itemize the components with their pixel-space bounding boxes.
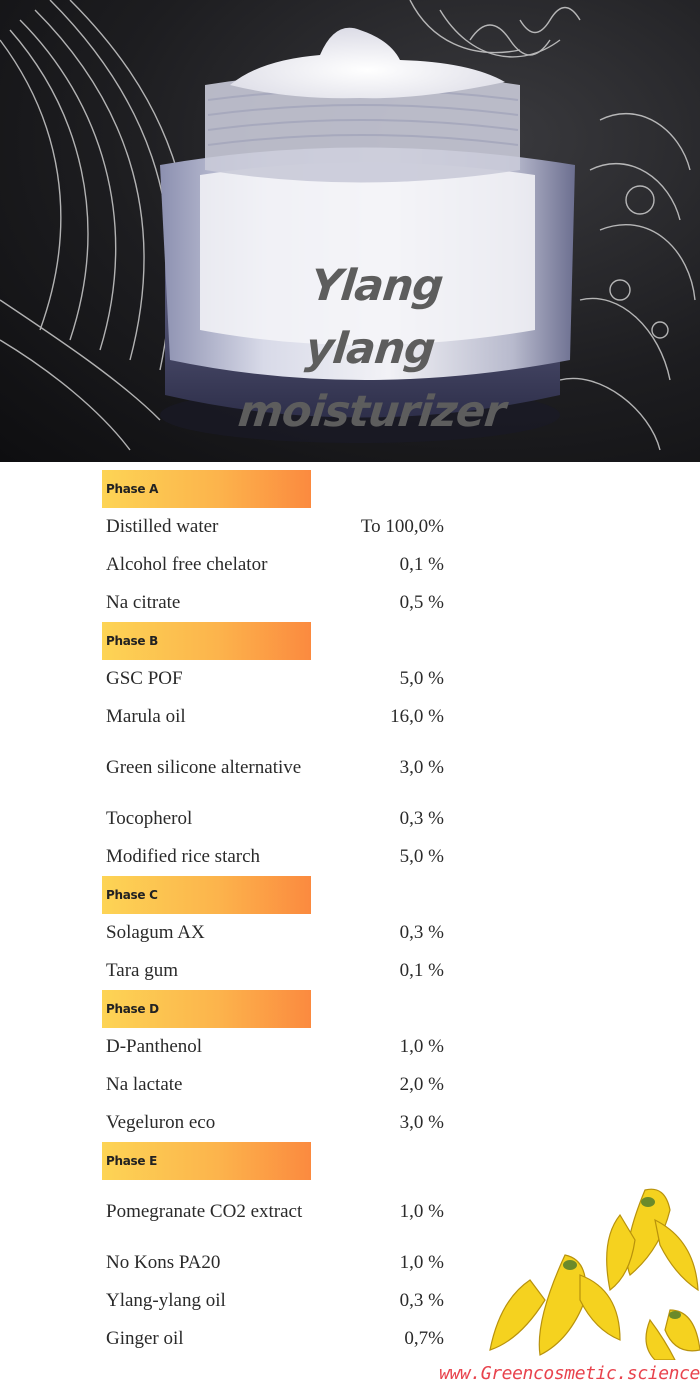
phase-header: Phase A — [102, 470, 311, 508]
ingredient-percent: 2,0 % — [399, 1074, 444, 1095]
phase-header: Phase C — [102, 876, 311, 914]
ingredient-percent: 16,0 % — [390, 706, 444, 727]
ingredient-percent: 0,1 % — [399, 960, 444, 981]
phase-header: Phase B — [102, 622, 311, 660]
ingredient-row — [102, 1180, 444, 1244]
ingredient-row — [102, 1282, 444, 1320]
ingredient-percent: 5,0 % — [399, 846, 444, 867]
ingredient-name: Ylang-ylang oil — [106, 1290, 226, 1311]
product-title-line1: Ylang ylang — [303, 261, 445, 374]
website-url[interactable]: www.Greencosmetic.science — [439, 1363, 700, 1384]
ingredient-row — [102, 914, 444, 952]
ingredient-percent: 0,5 % — [399, 592, 444, 613]
ingredient-row — [102, 800, 444, 838]
ingredient-row — [102, 584, 444, 622]
ingredient-row — [102, 952, 444, 990]
ingredient-row — [102, 1320, 444, 1358]
ingredient-row — [102, 660, 444, 698]
ingredient-name: Tara gum — [106, 960, 179, 981]
ingredient-percent: 3,0 % — [399, 757, 444, 778]
product-title — [235, 255, 508, 444]
ingredient-row — [102, 1028, 444, 1066]
ingredient-row — [102, 1066, 444, 1104]
ingredient-row — [102, 1104, 444, 1142]
ingredient-name: Na citrate — [106, 592, 181, 613]
ingredient-percent: 1,0 % — [399, 1201, 444, 1222]
ingredient-percent: 0,1 % — [399, 554, 444, 575]
ingredient-percent: To 100,0% — [360, 516, 444, 537]
phase-header: Phase E — [102, 1142, 311, 1180]
ingredient-row — [102, 508, 444, 546]
ingredient-name: Tocopherol — [106, 808, 193, 829]
ingredient-percent: 5,0 % — [399, 668, 444, 689]
ingredient-row — [102, 546, 444, 584]
product-title-line2: moisturizer — [235, 387, 508, 437]
ingredient-name: Distilled water — [106, 516, 219, 537]
ingredient-row — [102, 1244, 444, 1282]
ylang-ylang-flower-icon — [470, 1180, 700, 1360]
ingredient-name: No Kons PA20 — [106, 1252, 221, 1273]
ingredient-name: Green silicone alternative — [106, 757, 302, 778]
ingredient-percent: 0,3 % — [399, 808, 444, 829]
ingredient-percent: 0,3 % — [399, 1290, 444, 1311]
ingredient-row — [102, 698, 444, 736]
ingredient-name: Ginger oil — [106, 1328, 184, 1349]
ingredient-row — [102, 736, 444, 800]
phase-header: Phase D — [102, 990, 311, 1028]
ingredient-name: Vegeluron eco — [106, 1112, 216, 1133]
ingredient-name: Alcohol free chelator — [106, 554, 268, 575]
ingredient-name: Na lactate — [106, 1074, 183, 1095]
ingredient-row — [102, 838, 444, 876]
ingredient-name: GSC POF — [106, 668, 183, 689]
ingredient-name: Modified rice starch — [106, 846, 261, 867]
ingredient-name: Pomegranate CO2 extract — [106, 1201, 303, 1222]
hero-photo — [0, 0, 700, 462]
ingredient-name: Marula oil — [106, 706, 186, 727]
ingredient-percent: 0,3 % — [399, 922, 444, 943]
ingredient-percent: 1,0 % — [399, 1252, 444, 1273]
ingredient-table — [102, 470, 444, 1358]
ingredient-percent: 3,0 % — [399, 1112, 444, 1133]
ingredient-name: D-Panthenol — [106, 1036, 203, 1057]
ingredient-percent: 0,7% — [404, 1328, 444, 1349]
ingredient-name: Solagum AX — [106, 922, 205, 943]
ingredient-percent: 1,0 % — [399, 1036, 444, 1057]
